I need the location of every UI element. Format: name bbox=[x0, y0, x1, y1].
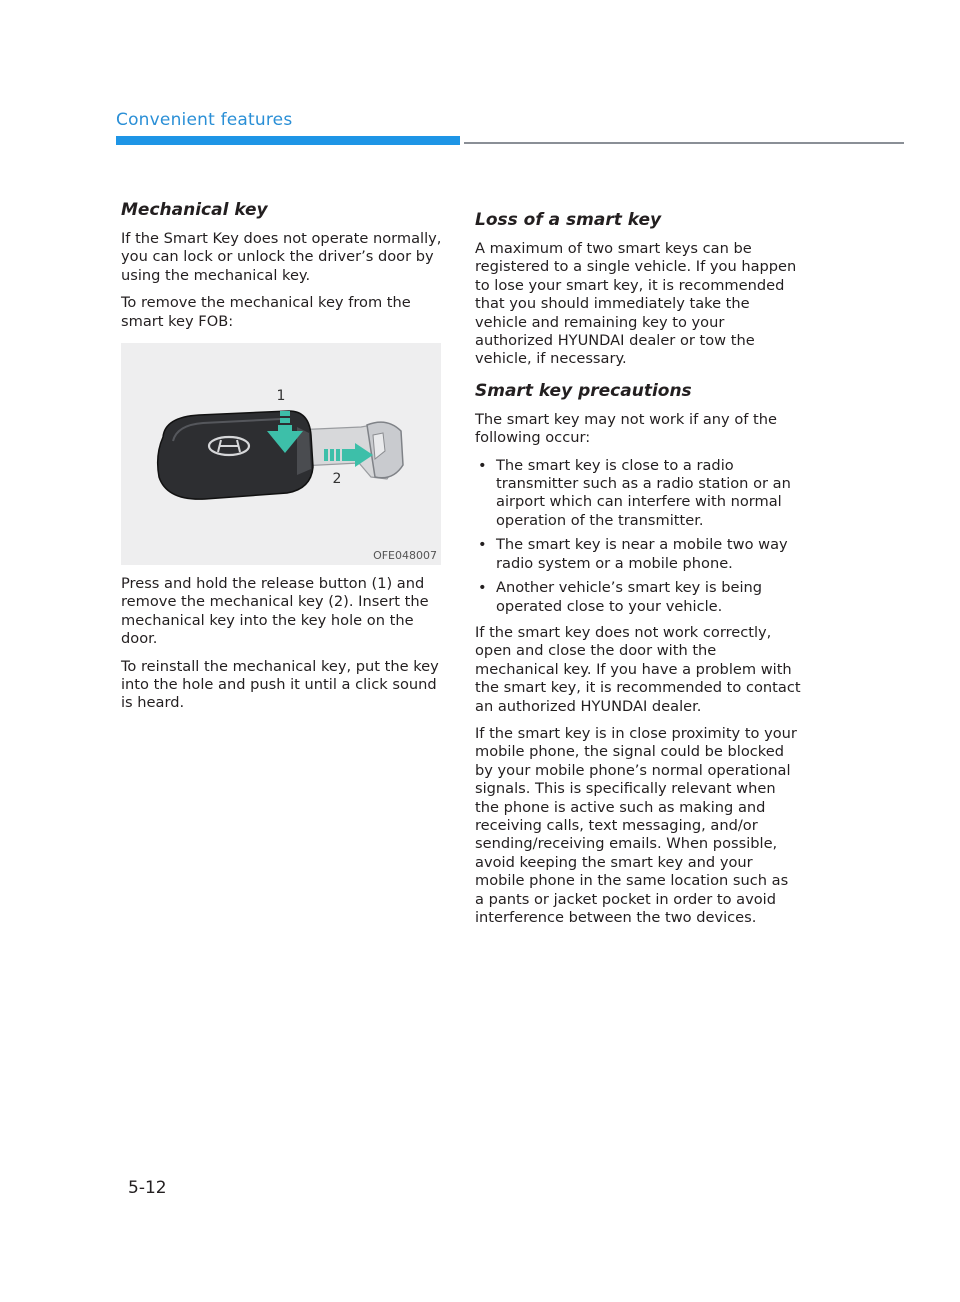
not-working-advice: If the smart key does not work correctly, open and close the door with the mechanical key. If you have a problem with the smart key, it is recommended to contact an authorized HYUNDAI dealer. bbox=[475, 623, 801, 715]
right-column bbox=[475, 200, 801, 936]
list-item bbox=[475, 579, 801, 616]
bullet-marker: • bbox=[478, 579, 487, 597]
list-item-text: The smart key is near a mobile two way radio system or a mobile phone. bbox=[496, 536, 788, 572]
smart-key-figure bbox=[121, 343, 441, 565]
list-item bbox=[475, 457, 801, 531]
remove-key-instruction: To remove the mechanical key from the smart key FOB: bbox=[121, 294, 411, 330]
figure-code: OFE048007 bbox=[373, 549, 437, 563]
header-rule bbox=[464, 142, 904, 144]
mobile-phone-interference: If the smart key is in close proximity to your mobile phone, the signal could be blocked by your mobile phone’s normal operational signals. This is specifically relevant when the phone is active such as making and receiving calls, text messaging, and/or sending/receiving emails. When possible, avoid keeping the smart key and your mobile phone in the same location such as a pants or jacket pocket in order to avoid interference between the two devices. bbox=[475, 724, 797, 926]
mechanical-key-heading: Mechanical key bbox=[121, 200, 268, 220]
smart-key-illustration bbox=[121, 343, 441, 565]
precautions-intro: The smart key may not work if any of the following occur: bbox=[475, 410, 777, 447]
loss-of-smart-key-heading: Loss of a smart key bbox=[475, 210, 662, 230]
header-accent-bar bbox=[116, 136, 460, 145]
precautions-list bbox=[475, 457, 801, 616]
bullet-marker: • bbox=[478, 536, 487, 554]
callout-1: 1 bbox=[276, 388, 286, 405]
reinstall-instruction: To reinstall the mechanical key, put the key into the hole and push it until a click sound is heard. bbox=[121, 657, 439, 712]
mechanical-key-intro: If the Smart Key does not operate normally, you can lock or unlock the driver’s door by using the mechanical key. bbox=[121, 230, 442, 284]
page-number: 5-12 bbox=[128, 1178, 167, 1198]
loss-of-smart-key-text: A maximum of two smart keys can be registered to a single vehicle. If you happen to lose your smart key, it is recommended that you should immediately take the vehicle and remaining key to your authorized HYUNDAI dealer or tow the vehicle, if necessary. bbox=[475, 240, 797, 368]
release-button-instruction: Press and hold the release button (1) and remove the mechanical key (2). Insert the mechanical key into the key hole on the door. bbox=[121, 575, 429, 648]
smart-key-precautions-heading: Smart key precautions bbox=[475, 380, 692, 401]
list-item-text: The smart key is close to a radio transmitter such as a radio station or an airport which can interfere with normal operation of the transmitter. bbox=[496, 456, 791, 529]
bullet-marker: • bbox=[478, 456, 487, 474]
section-title: Convenient features bbox=[116, 110, 293, 130]
list-item-text: Another vehicle’s smart key is being operated close to your vehicle. bbox=[496, 579, 763, 615]
list-item bbox=[475, 536, 801, 573]
left-column bbox=[121, 200, 443, 722]
callout-2: 2 bbox=[332, 471, 342, 488]
